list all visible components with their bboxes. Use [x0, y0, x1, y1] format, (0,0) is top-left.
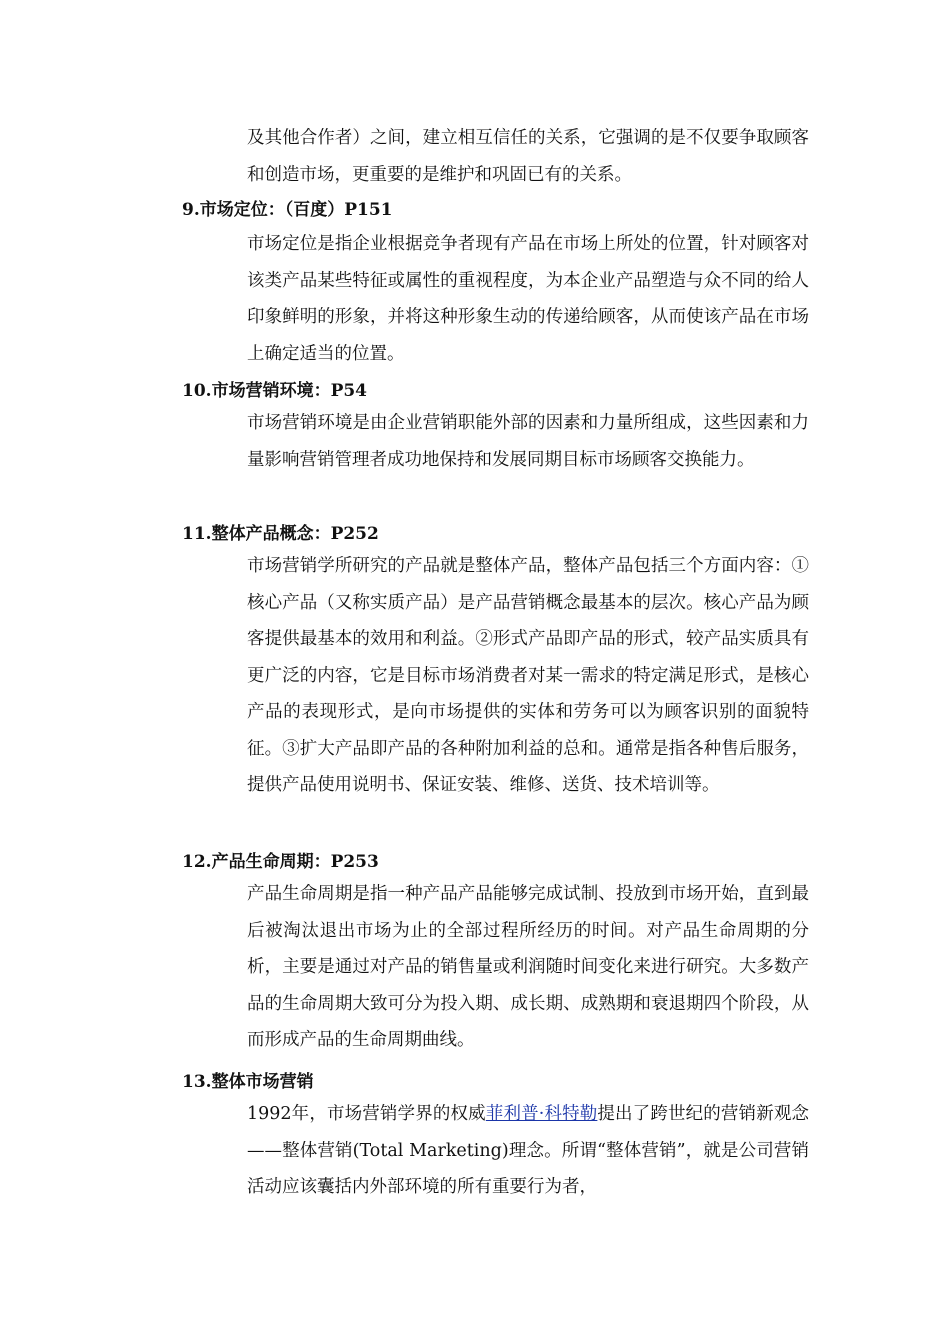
- section-13-body-text-start: 1992年，市场营销学界的权威: [247, 1104, 486, 1124]
- intro-continuation-paragraph: 及其他合作者）之间，建立相互信任的关系，它强调的是不仅要争取顾客和创造市场，更重要的是维护和巩固已有的关系。: [247, 128, 809, 185]
- section-12-heading: 12.产品生命周期：P253: [182, 852, 379, 872]
- section-9-body: 市场定位是指企业根据竞争者现有产品在市场上所处的位置，针对顾客对该类产品某些特征或属性的重视程度，为本企业产品塑造与众不同的给人印象鲜明的形象，并将这种形象生动的传递给顾客，从而使该产品在市场上确定适当的位置。: [247, 234, 809, 364]
- section-13-body: [247, 1096, 809, 1206]
- section-10-body: 市场营销环境是由企业营销职能外部的因素和力量所组成，这些因素和力量影响营销管理者成功地保持和发展同期目标市场顾客交换能力。: [247, 413, 809, 470]
- section-11-body: 市场营销学所研究的产品就是整体产品，整体产品包括三个方面内容：①核心产品（又称实质产品）是产品营销概念最基本的层次。核心产品为顾客提供最基本的效用和利益。②形式产品即产品的形式，较产品实质具有更广泛的内容，它是目标市场消费者对某一需求的特定满足形式，是核心产品的表现形式，是向市场提供的实体和劳务可以为顾客识别的面貌特征。③扩大产品即产品的各种附加利益的总和。通常是指各种售后服务，提供产品使用说明书、保证安装、维修、送货、技术培训等。: [247, 556, 809, 795]
- section-10-heading: 10.市场营销环境：P54: [182, 381, 368, 401]
- section-13-body-text-end: 提出了跨世纪的营销新观念——整体营销(Total Marketing)理念。所谓“整体营销”，就是公司营销活动应该囊括内外部环境的所有重要行为者，: [247, 1104, 809, 1197]
- section-9-heading: 9.市场定位：（百度）P151: [182, 200, 393, 220]
- section-11-heading: 11.整体产品概念：P252: [182, 524, 379, 544]
- philip-kotler-link[interactable]: 菲利普·科特勒: [485, 1104, 598, 1124]
- section-13-heading: 13.整体市场营销: [182, 1072, 314, 1092]
- section-12-body: 产品生命周期是指一种产品产品能够完成试制、投放到市场开始，直到最后被淘汰退出市场为止的全部过程所经历的时间。对产品生命周期的分析，主要是通过对产品的销售量或利润随时间变化来进行研究。大多数产品的生命周期大致可分为投入期、成长期、成熟期和衰退期四个阶段，从而形成产品的生命周期曲线。: [247, 884, 809, 1050]
